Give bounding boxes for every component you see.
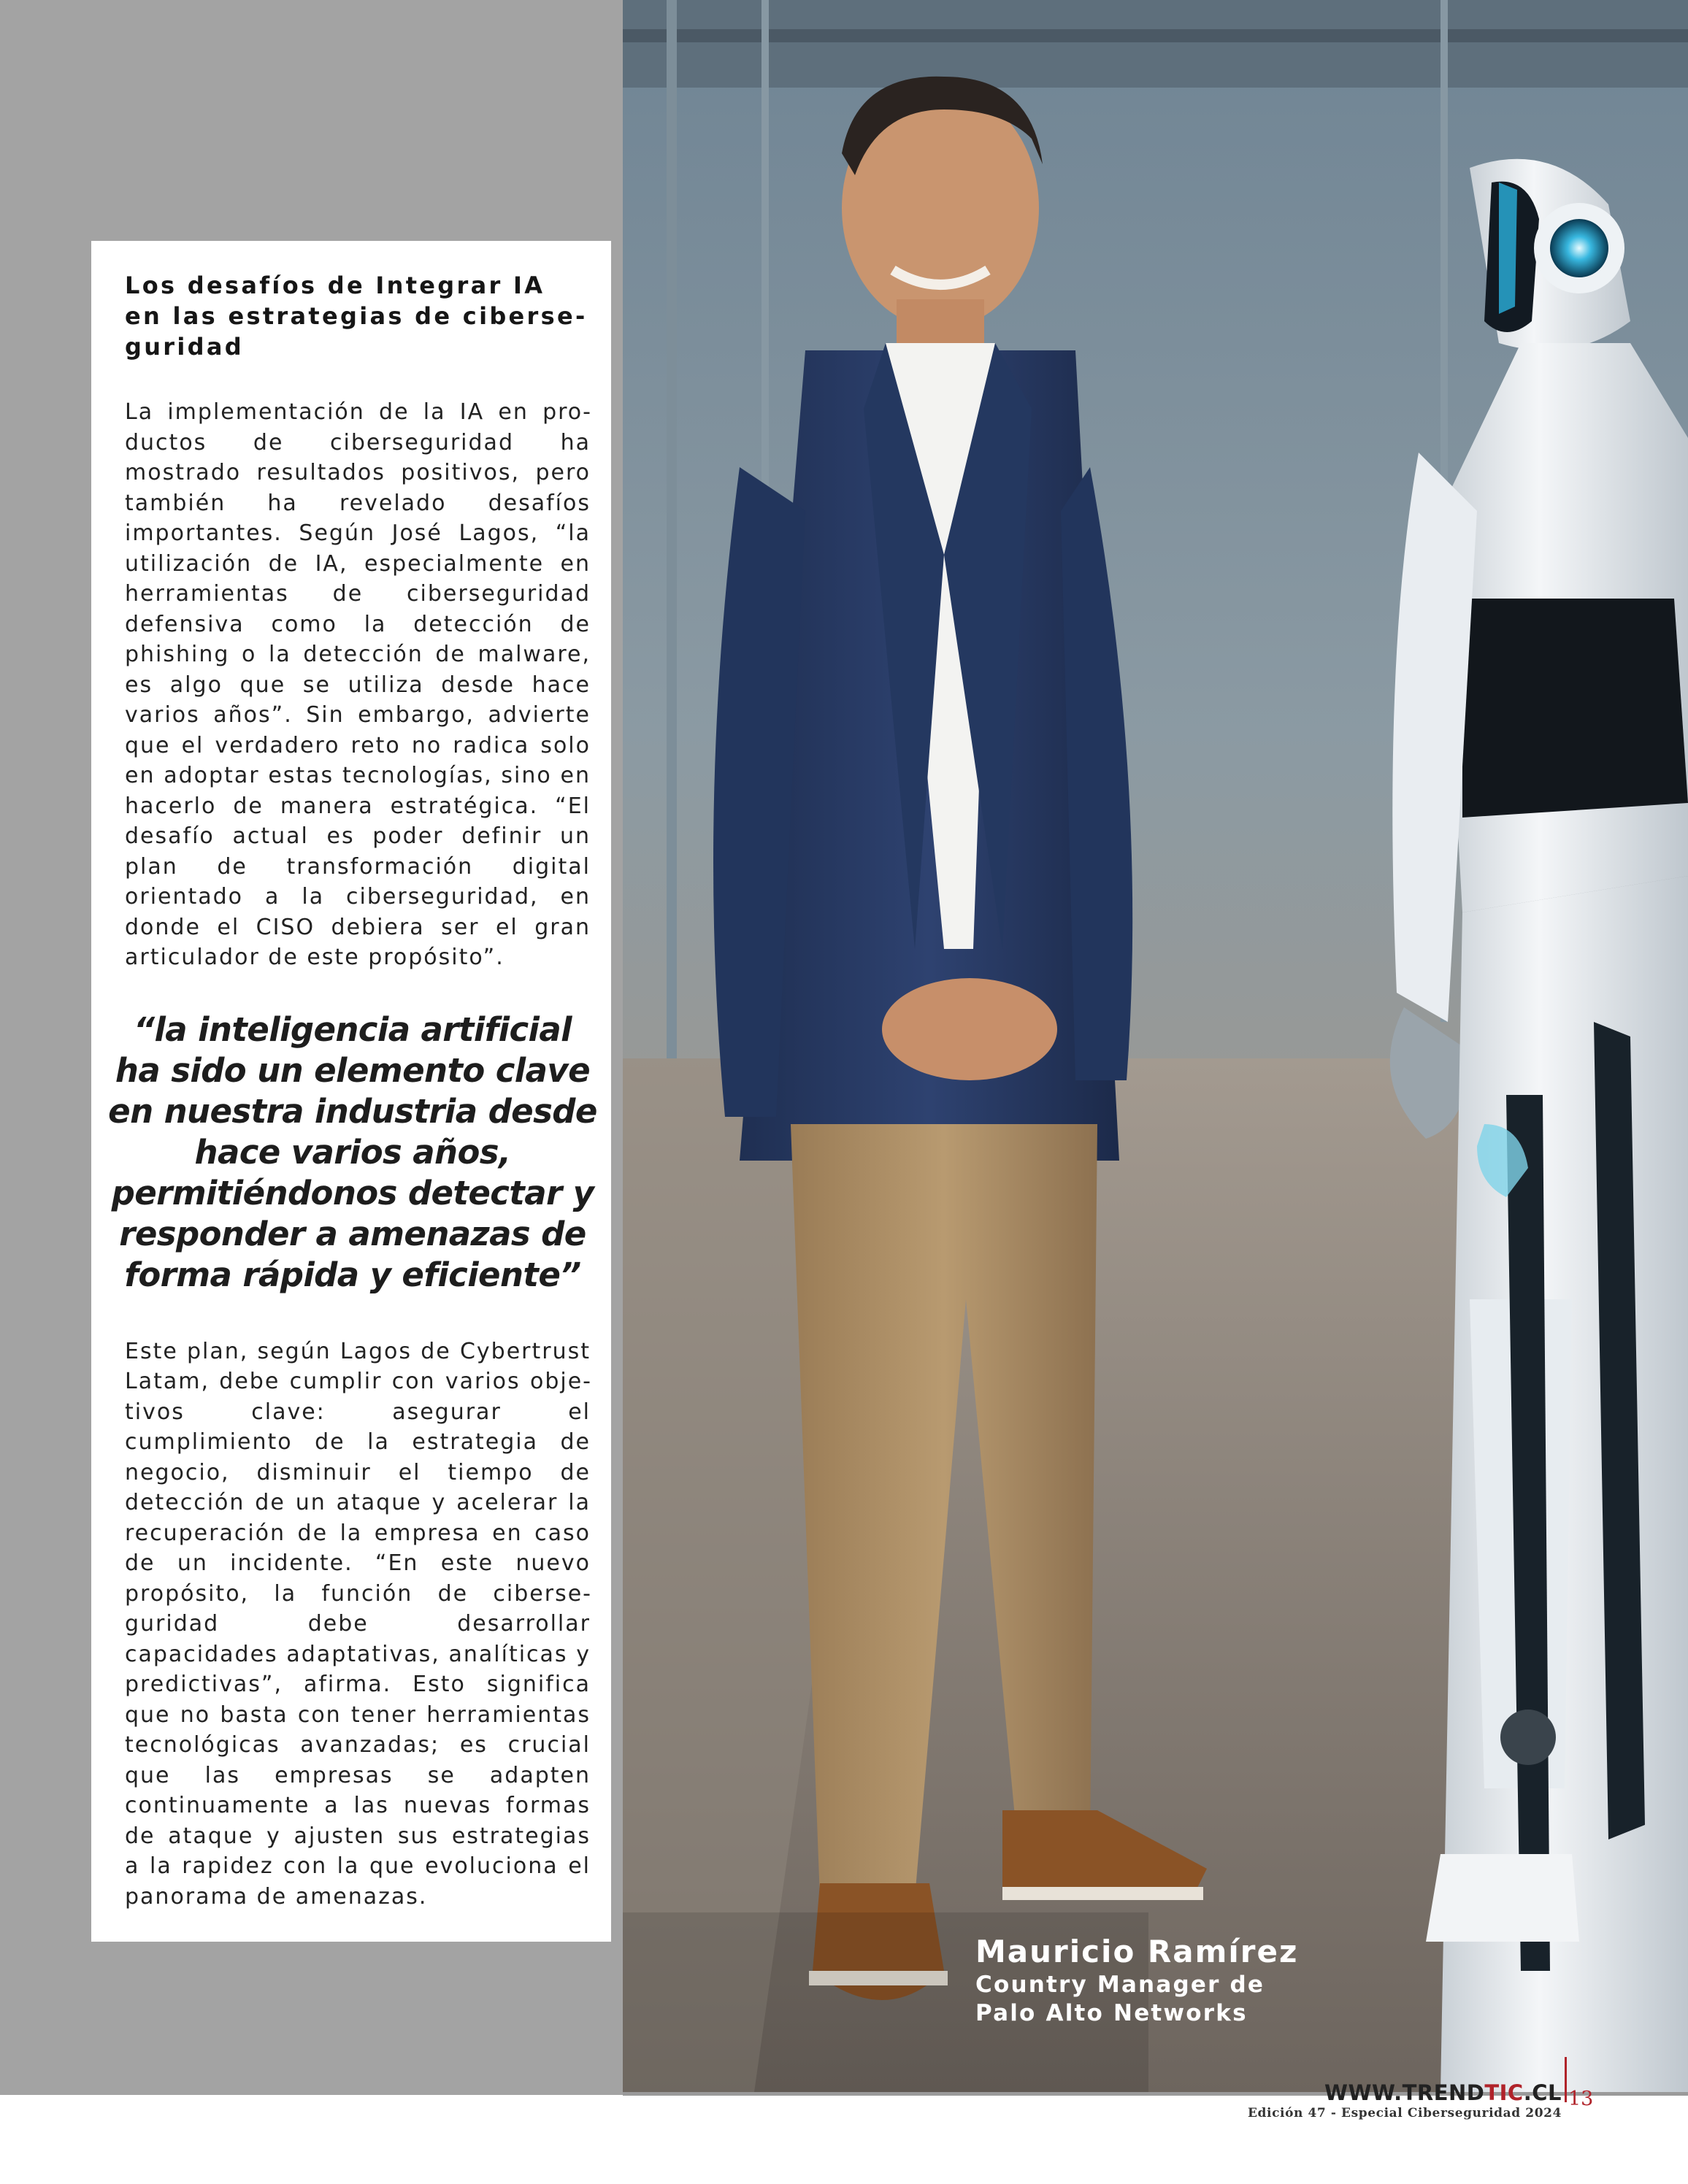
website-prefix: WWW.TREND — [1324, 2080, 1485, 2105]
footer-divider — [1565, 2057, 1567, 2102]
article-text-box — [91, 241, 611, 1942]
article-paragraph-2: Este plan, según Lagos de Cybertrust Latam, debe cumplir con varios objetivos clave: asegurar el cumplimiento de la estrategia de negocio, disminuir el tiempo de detección de un ataque y acelerar la recuperación de la empresa en caso de un incidente. “En este nuevo propósito, la función de ciberseguridad debe desarrollar capacidades adaptativas, analíticas y predictivas”, afirma. Esto significa que no basta con tener herramientas tecnológicas avanzadas; es crucial que las empresas se adapten continuamente a las nuevas formas de ataque y ajusten sus estrategias a la rapidez con la que evoluciona el panorama de amenazas. — [125, 1338, 591, 1910]
page-footer — [1248, 2082, 1562, 2123]
edition-label: Edición 47 - Especial Ciberseguridad 2024 — [1247, 2106, 1562, 2120]
portrait-photo — [623, 0, 1688, 2092]
caption-role-line-2: Palo Alto Networks — [975, 2000, 1248, 2026]
website-accent: TIC — [1484, 2080, 1524, 2105]
caption-role-line-1: Country Manager de — [975, 1972, 1265, 1998]
website-url[interactable] — [1248, 2082, 1562, 2104]
caption-name: Mauricio Ramírez — [975, 1934, 1299, 1969]
article-heading: Los desafíos de Integrar IA en las estrategias de ciberse-guridad — [125, 272, 588, 361]
website-suffix: .CL — [1523, 2080, 1562, 2105]
photo-caption — [975, 1933, 1298, 2028]
page-number: 13 — [1568, 2088, 1594, 2110]
article-paragraph-1: La implementación de la IA en productos de ciberseguridad ha mostrado resultados positivos, pero también ha revelado desafíos importantes. Según José Lagos, “la utilización de IA, especialmente en herramientas de ciberseguridad defensiva como la detección de phishing o la detección de malware, es algo que se utiliza desde hace varios años”. Sin embargo, advierte que el verdadero reto no radica solo en adoptar estas tecnologías, sino en hacerlo de manera estratégica. “El desafío actual es poder definir un plan de transformación digital orientado a la ciberseguridad, en donde el CISO debiera ser el gran articulador de este propósito”. — [125, 399, 591, 970]
pull-quote: “la inteligencia artificial ha sido un elemento clave en nuestra industria desde hace varios años, permitiéndonos detectar y responder a amenazas de forma rápida y eficiente” — [108, 1010, 597, 1294]
